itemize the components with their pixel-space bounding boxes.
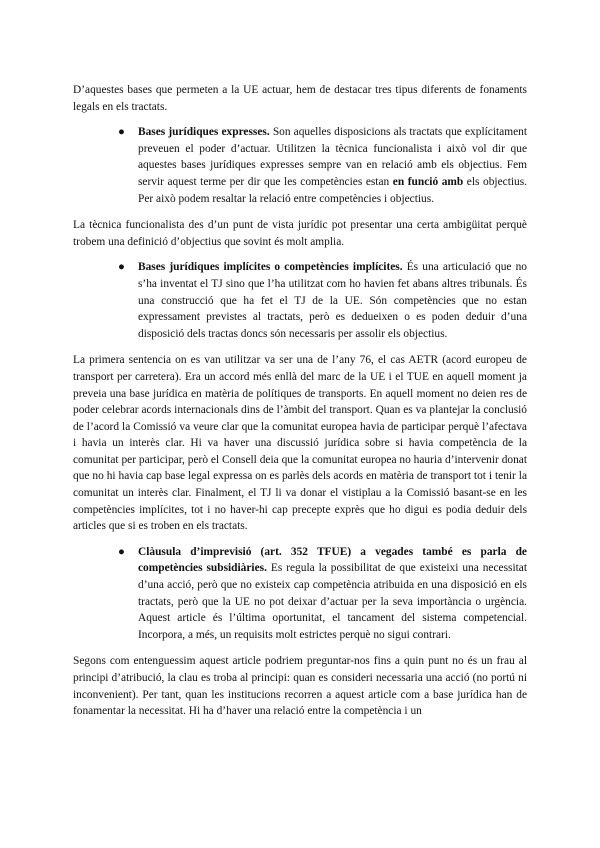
bullet-item-implicit-bases xyxy=(73,259,527,342)
body-paragraph: La primera sentencia on es van utilitzar va ser una de l’any 76, el cas AETR (acord europeu de transport per carretera). Era un accord més enllà del marc de la UE i el TUE en aquell moment ja preveia una base jurídica en matèria de polítiques de transports. En aquell moment no deien res de poder celebrar acords internacionals dins de l’àmbit del transport. Quan es va plantejar la conclusió de l’acord la Comissió va veure clar que la comunitat europea havia de participar perquè l’afectava i havia un interès clar. Hi va haver una discussió jurídica sobre si havia competència de la comunitat per participar, però el Consell deia que la comunitat europea no hauria d’intervenir donat que no hi havia cap base legal expressa on es parlès dels acords en matèria de transport tot i tenir la comunitat un interès clar. Finalment, el TJ li va donar el vistiplau a la Comissió basant-se en les competències implícites, tot i no haver-hi cap precepte exprès que ho digui es podia deduir dels articles que si es troben en els tractats. xyxy=(73,354,527,533)
bullet-title: Bases jurídiques expresses. xyxy=(138,126,270,139)
bullet-text: Son aquelles disposicions als tractats que explícitament preveuen el poder d’actuar. Utilitzen la tècnica funcionalista i això vol dir que aquestes bases jurídiques expresses sempre van en relació amb els objectius. Fem servir aquest terme per dir que les competències estan xyxy=(138,126,527,188)
bullet-title: Clàusula d’imprevisió (art. 352 TFUE) a vegades també es parla de competències subsidiàries. xyxy=(138,545,527,575)
bullet-item-imprevision-clause xyxy=(73,544,527,644)
bold-phrase: en funció amb xyxy=(392,175,464,188)
bullet-icon: ● xyxy=(118,126,125,139)
bullet-paragraph xyxy=(138,544,527,644)
bullet-text: És una articulació que no s’ha inventat el TJ sino que l’ha utilitzat com ho havien fet abans altres tribunals. És una construcció que ha fet el TJ de la UE. Són competències que no estan expressament previstes al tractats, però es dedueixen o es poden deduir d’una disposició dels tractas doncs són necessaris per assolir els objectius. xyxy=(138,261,527,340)
bullet-title: Bases jurídiques implícites o competències implícites. xyxy=(138,261,403,274)
body-paragraph: Segons com entenguessim aquest article podriem preguntar-nos fins a quin punt no és un frau al principi d’atribució, la clau es troba al principi: quan es consideri necessaria una acció (no portú ni inconvenient). Per tant, quan les institucions recorren a aquest article com a base jurídica han de fonamentar la necessitat. Hi ha d’haver una relació entre la competència i un xyxy=(73,655,527,718)
bullet-paragraph xyxy=(138,124,527,207)
bullet-text: Es regula la possibilitat de que existeixi una necessitat d’una acció, però que no existeix cap competència atribuida en una disposició en els tractats, però que la UE no pot deixar d’actuar per la seva importància o urgència. Aquest article és l’última oportunitat, el tancament del sistema competencial. Incorpora, a més, un requisits molt estrictes perquè no sigui contrari. xyxy=(138,562,527,641)
body-paragraph: La tècnica funcionalista des d’un punt de vista jurídic pot presentar una certa ambigüitat perquè trobem una definició d’objectius que sovint és molt amplia. xyxy=(73,219,527,248)
bullet-item-express-bases xyxy=(73,124,527,207)
bullet-icon: ● xyxy=(118,545,125,558)
bullet-icon: ● xyxy=(118,261,125,274)
intro-paragraph: D’aquestes bases que permeten a la UE actuar, hem de destacar tres tipus diferents de fonaments legals en els tractats. xyxy=(73,84,527,113)
bullet-text-continued: els objectius. Per això podem resaltar la relació entre competències i objectius. xyxy=(138,175,528,205)
bullet-paragraph xyxy=(138,259,527,342)
